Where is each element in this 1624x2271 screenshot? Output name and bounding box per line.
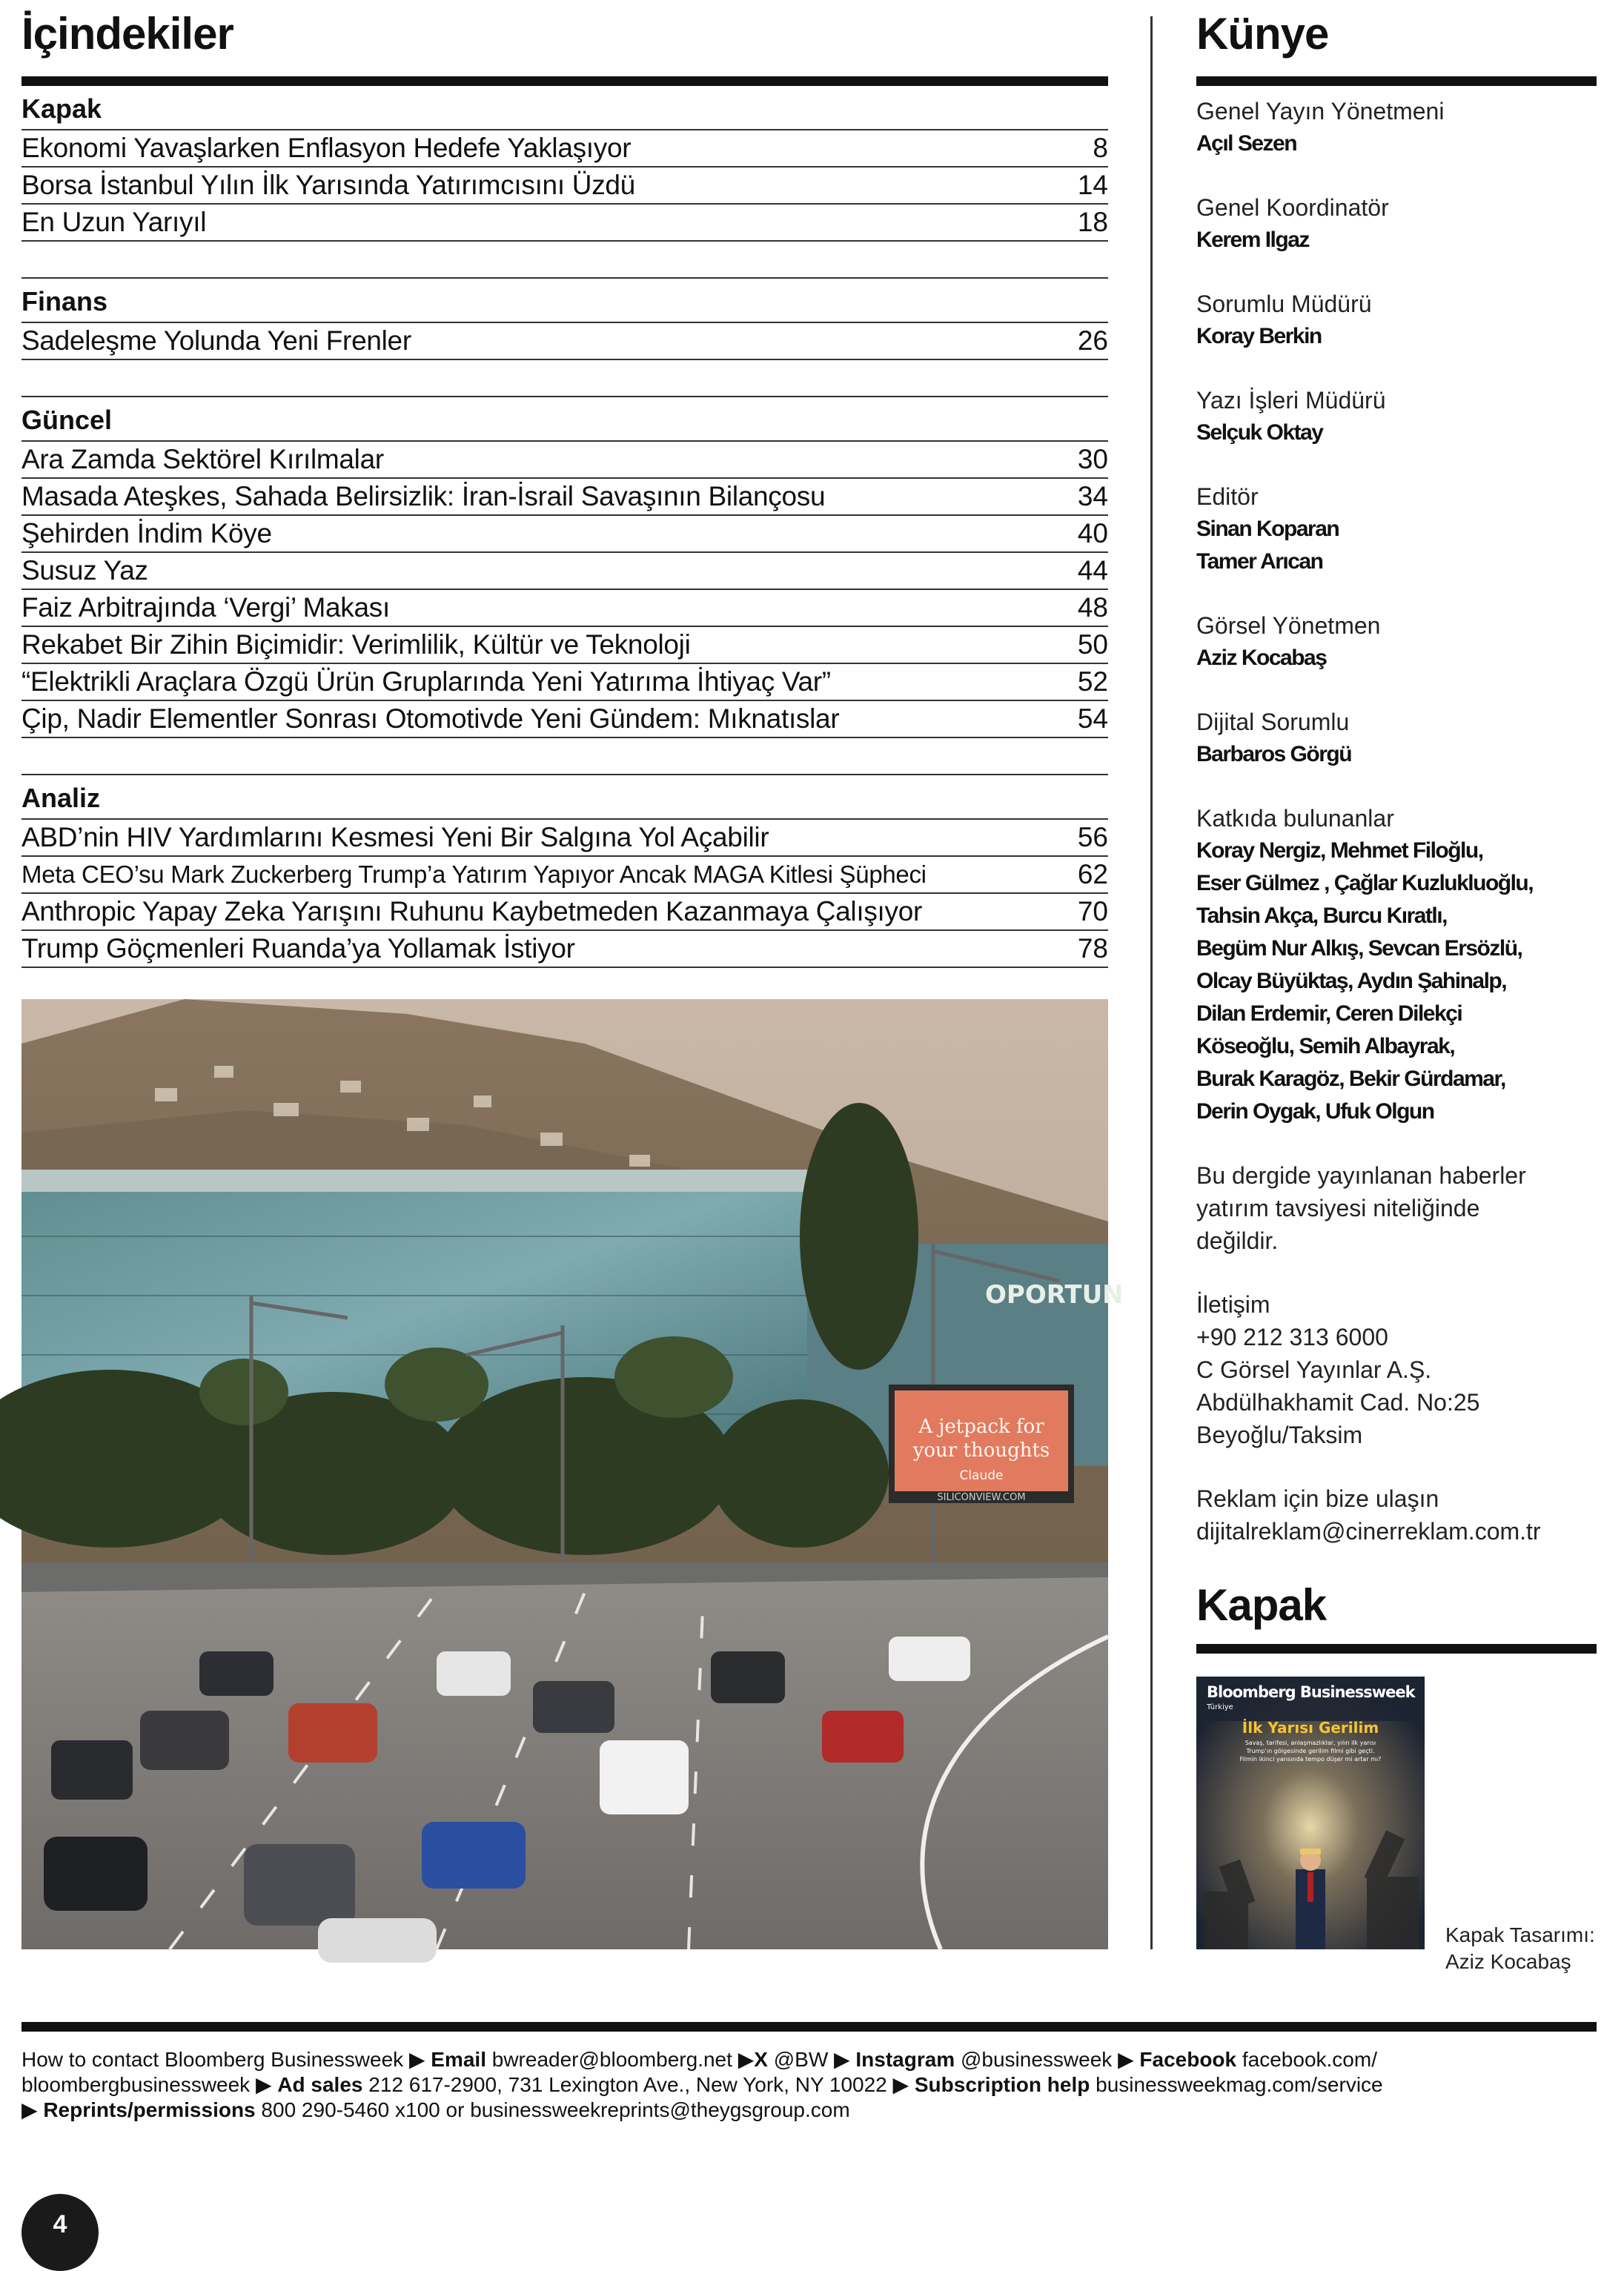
cover-sub-2: Trump’ın gölgesinde gerilim filmi gibi geçti. — [1246, 1748, 1375, 1754]
email-link[interactable]: bwreader@bloomberg.net — [491, 2048, 732, 2071]
section-heading: Kapak — [21, 86, 1108, 130]
masthead-role — [1196, 480, 1611, 578]
toc-entry-page: 70 — [1077, 896, 1108, 926]
cover-credit-name: Aziz Kocabaş — [1445, 1950, 1571, 1973]
toc-entry-page: 14 — [1077, 170, 1108, 200]
investment-disclaimer — [1196, 1159, 1611, 1257]
section-heading: Analiz — [21, 775, 1108, 820]
arrow-icon: ▶ — [834, 2048, 850, 2071]
reprints-info: 800 290-5460 x100 or businessweekreprints@theygsgroup.com — [261, 2098, 850, 2121]
contact-block — [1196, 1288, 1611, 1451]
arrow-icon: ▶ — [21, 2098, 38, 2121]
contributor-line: Derin Oygak, Ufuk Olgun — [1196, 1099, 1434, 1124]
contributor-line: Koray Nergiz, Mehmet Filoğlu, — [1196, 838, 1483, 863]
disclaimer-line: Bu dergide yayınlanan haberler — [1196, 1162, 1526, 1189]
cover-sub-3: Filmin ikinci yarısında tempo düşer mi artar mı? — [1239, 1756, 1382, 1763]
toc-entry[interactable] — [21, 130, 1108, 168]
cover-illustration — [1196, 1677, 1425, 1949]
contributors-label: Katkıda bulunanlar — [1196, 805, 1394, 832]
toc-entry-page: 54 — [1077, 703, 1108, 734]
ad-sales-info: 212 617-2900, 731 Lexington Ave., New York, NY 10022 — [368, 2073, 887, 2096]
contributor-line: Begüm Nur Alkış, Sevcan Ersözlü, — [1196, 936, 1522, 961]
subscription-link[interactable]: businessweekmag.com/service — [1096, 2073, 1383, 2096]
toc-entry[interactable] — [21, 701, 1108, 738]
email-label: Email — [431, 2048, 486, 2071]
instagram-link[interactable]: @businessweek — [960, 2048, 1113, 2071]
toc-entry-page: 8 — [1093, 133, 1108, 163]
reprints-label: Reprints/permissions — [43, 2098, 256, 2121]
role-label: Editör — [1196, 483, 1259, 510]
toc-entry[interactable] — [21, 894, 1108, 931]
role-name: Açıl Sezen — [1196, 131, 1297, 156]
subscription-label: Subscription help — [914, 2073, 1090, 2096]
toc-entry-page: 52 — [1077, 666, 1108, 697]
toc-entry-title: Ekonomi Yavaşlarken Enflasyon Hedefe Yaklaşıyor — [21, 133, 632, 163]
ad-contact-label: Reklam için bize ulaşın — [1196, 1485, 1439, 1512]
role-name: Koray Berkin — [1196, 324, 1322, 348]
role-name: Aziz Kocabaş — [1196, 646, 1327, 670]
toc-entry[interactable] — [21, 205, 1108, 242]
footer-line-2 — [21, 2072, 1597, 2098]
photo-illustration — [21, 999, 1124, 1949]
arrow-icon: ▶ — [738, 2048, 755, 2071]
toc-entry-title: Susuz Yaz — [21, 555, 148, 586]
role-name: Kerem Ilgaz — [1196, 228, 1309, 252]
role-label: Dijital Sorumlu — [1196, 709, 1350, 735]
toc-sections — [21, 86, 1108, 968]
building-sign: OPORTUN — [985, 1280, 1124, 1310]
role-list — [1196, 95, 1611, 771]
toc-entry[interactable] — [21, 442, 1108, 479]
page-number-badge: 4 — [21, 2194, 99, 2271]
billboard-footer: SILICONVIEW.COM — [937, 1492, 1026, 1503]
toc-section — [21, 86, 1108, 242]
toc-entry[interactable] — [21, 664, 1108, 701]
toc-entry-page: 50 — [1077, 629, 1108, 660]
masthead-role — [1196, 384, 1611, 449]
toc-entry[interactable] — [21, 168, 1108, 205]
masthead-role — [1196, 288, 1611, 353]
toc-entry-title: Meta CEO’su Mark Zuckerberg Trump’a Yatırım Yapıyor Ancak MAGA Kitlesi Şüpheci — [21, 861, 927, 888]
masthead-roles — [1196, 95, 1611, 1579]
cover-section-title: Kapak — [1196, 1580, 1327, 1630]
contributor-line: Tahsin Akça, Burcu Kıratlı, — [1196, 904, 1447, 928]
contact-line: Abdülhakhamit Cad. No:25 — [1196, 1389, 1480, 1416]
contributors-block — [1196, 802, 1611, 1128]
toc-entry[interactable] — [21, 857, 1108, 894]
contact-footer — [21, 2047, 1597, 2123]
role-label: Yazı İşleri Müdürü — [1196, 387, 1386, 414]
toc-entry-title: Sadeleşme Yolunda Yeni Frenler — [21, 325, 411, 356]
toc-entry-page: 40 — [1077, 518, 1108, 548]
cover-credit-label: Kapak Tasarımı: — [1445, 1923, 1595, 1946]
toc-section — [21, 360, 1108, 738]
facebook-label: Facebook — [1139, 2048, 1237, 2071]
contact-line: İletişim — [1196, 1291, 1270, 1318]
disclaimer-line: değildir. — [1196, 1227, 1279, 1254]
facebook-link[interactable]: facebook.com/ — [1242, 2048, 1377, 2071]
toc-entry[interactable] — [21, 323, 1108, 360]
toc-entry-title: Rekabet Bir Zihin Biçimidir: Verimlilik, Kültür ve Teknoloji — [21, 629, 691, 660]
contributor-line: Dilan Erdemir, Ceren Dilekçi — [1196, 1001, 1462, 1026]
role-name: Tamer Arıcan — [1196, 549, 1323, 574]
toc-entry-page: 18 — [1077, 207, 1108, 237]
role-name: Selçuk Oktay — [1196, 420, 1323, 445]
toc-entry-page: 48 — [1077, 592, 1108, 623]
toc-entry-title: En Uzun Yarıyıl — [21, 207, 207, 237]
masthead-role — [1196, 95, 1611, 160]
contact-line: Beyoğlu/Taksim — [1196, 1422, 1363, 1448]
role-name: Sinan Koparan — [1196, 517, 1339, 541]
footer-intro: How to contact Bloomberg Businessweek — [21, 2048, 404, 2071]
role-label: Sorumlu Müdürü — [1196, 291, 1372, 317]
masthead-title-rule — [1196, 76, 1597, 86]
role-label: Görsel Yönetmen — [1196, 612, 1381, 639]
section-spacer — [21, 738, 1108, 775]
toc-entry-title: Faiz Arbitrajında ‘Vergi’ Makası — [21, 592, 390, 623]
toc-entry-title: “Elektrikli Araçlara Özgü Ürün Gruplarında Yeni Yatırıma İhtiyaç Var” — [21, 666, 831, 697]
contributor-line: Olcay Büyüktaş, Aydın Şahinalp, — [1196, 969, 1507, 993]
toc-entry-title: Anthropic Yapay Zeka Yarışını Ruhunu Kaybetmeden Kazanmaya Çalışıyor — [21, 896, 922, 926]
toc-entry-page: 62 — [1077, 859, 1108, 889]
x-label: X — [754, 2048, 768, 2071]
arrow-icon: ▶ — [408, 2048, 425, 2071]
footer-line-3 — [21, 2098, 1597, 2123]
advertising-contact — [1196, 1482, 1611, 1548]
magazine-cover-thumbnail — [1196, 1677, 1425, 1949]
toc-entry-page: 56 — [1077, 822, 1108, 852]
masthead-title: Künye — [1196, 9, 1329, 59]
column-divider — [1150, 16, 1153, 1949]
toc-entry-title: ABD’nin HIV Yardımlarını Kesmesi Yeni Bir Salgına Yol Açabilir — [21, 822, 769, 852]
section-spacer — [21, 242, 1108, 279]
toc-entry[interactable] — [21, 590, 1108, 627]
cover-section-rule — [1196, 1644, 1597, 1654]
cover-brand: Bloomberg Businessweek — [1207, 1683, 1415, 1701]
role-name: Barbaros Görgü — [1196, 742, 1352, 766]
toc-entry-title: Çip, Nadir Elementler Sonrası Otomotivde Yeni Gündem: Mıknatıslar — [21, 703, 840, 734]
toc-entry-title: Şehirden İndim Köye — [21, 518, 272, 548]
toc-entry-page: 44 — [1077, 555, 1108, 586]
cover-sub-1: Savaş, tarifesi, anlaşmazlıklar, yılın ilk yarısı — [1244, 1740, 1376, 1746]
toc-entry-title: Ara Zamda Sektörel Kırılmalar — [21, 444, 384, 474]
toc-entry-title: Borsa İstanbul Yılın İlk Yarısında Yatırımcısını Üzdü — [21, 170, 635, 200]
toc-entry[interactable] — [21, 820, 1108, 857]
contact-line: +90 212 313 6000 — [1196, 1324, 1388, 1350]
ad-sales-label: Ad sales — [277, 2073, 363, 2096]
toc-entry-title: Masada Ateşkes, Sahada Belirsizlik: İran-İsrail Savaşının Bilançosu — [21, 481, 826, 511]
toc-entry[interactable] — [21, 627, 1108, 664]
toc-title: İçindekiler — [21, 9, 233, 59]
toc-title-rule — [21, 76, 1108, 86]
highway-billboard-photo — [21, 999, 1124, 1949]
cover-edition: Türkiye — [1207, 1703, 1233, 1711]
cover-design-credit — [1445, 1922, 1595, 1975]
toc-entry-title: Trump Göçmenleri Ruanda’ya Yollamak İstiyor — [21, 933, 575, 964]
ad-email-link[interactable]: dijitalreklam@cinerreklam.com.tr — [1196, 1518, 1541, 1545]
contributor-line: Köseoğlu, Semih Albayrak, — [1196, 1034, 1455, 1058]
section-spacer — [21, 360, 1108, 397]
contact-line: C Görsel Yayınlar A.Ş. — [1196, 1356, 1432, 1383]
role-label: Genel Yayın Yönetmeni — [1196, 98, 1445, 125]
arrow-icon: ▶ — [892, 2073, 909, 2096]
contributors-list — [1196, 835, 1611, 1128]
masthead-role — [1196, 191, 1611, 256]
toc-section — [21, 242, 1108, 360]
footer-line-1 — [21, 2047, 1597, 2072]
contributor-line: Burak Karagöz, Bekir Gürdamar, — [1196, 1067, 1505, 1091]
contributor-line: Eser Gülmez , Çağlar Kuzlukluoğlu, — [1196, 871, 1534, 895]
toc-entry-page: 34 — [1077, 481, 1108, 511]
billboard-brand: Claude — [959, 1468, 1004, 1483]
footer-rule — [21, 2022, 1597, 2032]
billboard-line-1: A jetpack for — [918, 1416, 1044, 1438]
disclaimer-line: yatırım tavsiyesi niteliğinde — [1196, 1195, 1480, 1221]
toc-entry[interactable] — [21, 553, 1108, 590]
toc-entry[interactable] — [21, 516, 1108, 553]
toc-entry-page: 26 — [1077, 325, 1108, 356]
x-handle-link[interactable]: @BW — [773, 2048, 829, 2071]
masthead-role — [1196, 706, 1611, 771]
arrow-icon: ▶ — [255, 2073, 272, 2096]
section-heading: Finans — [21, 279, 1108, 323]
toc-entry-page: 78 — [1077, 933, 1108, 964]
role-label: Genel Koordinatör — [1196, 194, 1389, 221]
toc-entry-page: 30 — [1077, 444, 1108, 474]
instagram-label: Instagram — [855, 2048, 955, 2071]
masthead-role — [1196, 609, 1611, 674]
toc-entry[interactable] — [21, 479, 1108, 516]
toc-entry[interactable] — [21, 931, 1108, 968]
toc-section — [21, 738, 1108, 968]
cover-headline: İlk Yarısı Gerilim — [1242, 1719, 1379, 1737]
section-heading: Güncel — [21, 397, 1108, 442]
arrow-icon: ▶ — [1118, 2048, 1134, 2071]
billboard-line-2: your thoughts — [912, 1439, 1050, 1462]
facebook-link-continued[interactable]: bloombergbusinessweek — [21, 2073, 251, 2096]
